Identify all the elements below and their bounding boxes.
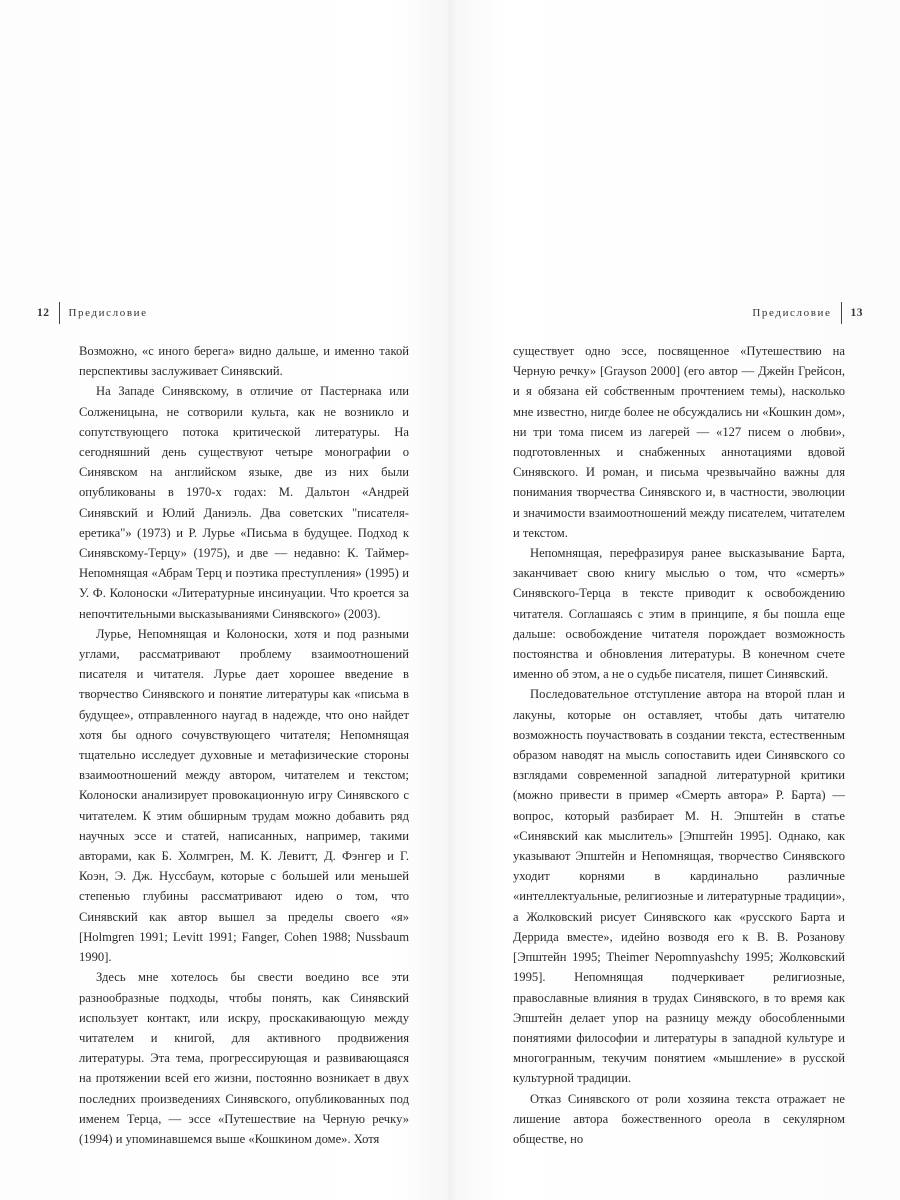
- right-running-head: [752, 304, 863, 322]
- left-body-text: [79, 341, 409, 1149]
- running-head-title: Предисловие: [68, 307, 148, 319]
- paragraph: Непомнящая, перефразируя ранее высказывание Барта, заканчивает свою книгу мыслью о том, что «смерть» Синявского-Терца в тексте приводит к освобождению читателя. Соглашаясь с этим в принципе, я бы пошла еще дальше: освобождение читателя порождает возможность постоянства и обновления литературы. В конечном счете именно об этом, а не о судьбе писателя, пишет Синявский.: [513, 546, 845, 682]
- running-head-title: Предисловие: [752, 307, 832, 319]
- paragraph: Здесь мне хотелось бы свести воедино все эти разнообразные подходы, чтобы понять, как Синявский использует контакт, или искру, проскакивающую между читателем и книгой, для активного продвижения литературы. Эта тема, прогрессирующая и развивающаяся на протяжении всей его жизни, постоянно возникает в двух последних произведениях Синявского, опубликованных под именем Терца, — эссе «Путешествие на Черную речку» (1994) и упоминавшемся выше «Кошкином доме». Хотя: [79, 970, 409, 1146]
- page-number: 13: [850, 307, 863, 319]
- paragraph: На Западе Синявскому, в отличие от Пастернака или Солженицына, не сотворили культа, как не возникло и сопутствующего потока критической литературы. На сегодняшний день существуют четыре монографии о Синявском на английском языке, две из них были опубликованы в 1970-х годах: М. Дальтон «Андрей Синявский и Юлий Даниэль. Два советских "писателя-еретика"» (1973) и Р. Лурье «Письма в будущее. Подход к Синявскому-Терцу» (1975), и две — недавно: К. Таймер-Непомнящая «Абрам Терц и поэтика преступления» (1995) и У. Ф. Колоноски «Литературные инсинуации. Что кроется за непочтительными высказываниями Синявского» (2003).: [79, 384, 409, 621]
- paragraph: Возможно, «с иного берега» видно дальше, и именно такой перспективы заслуживает Синявский.: [79, 344, 409, 379]
- page-number: 12: [37, 307, 50, 319]
- right-page: [450, 0, 900, 1200]
- running-head-divider: [841, 302, 842, 324]
- running-head-divider: [59, 302, 60, 324]
- paragraph: Последовательное отступление автора на второй план и лакуны, которые он оставляет, чтобы дать читателю возможность поучаствовать в создании текста, естественным образом наводят на мысль сопоставить идеи Синявского со взглядами современной западной литературной критики (можно привести в пример «Смерть автора» Р. Барта) — вопрос, который разбирает М. Н. Эпштейн в статье «Синявский как мыслитель» [Эпштейн 1995]. Однако, как указывают Эпштейн и Непомнящая, творчество Синявского уходит корнями в кардинально различные «интеллектуальные, религиозные и литературные традиции», а Жолковский рисует Синявского как «русского Барта и Деррида вместе», идейно возводя его к В. В. Розанову [Эпштейн 1995; Theimer Nepomnyashchy 1995; Жолковский 1995]. Непомнящая подчеркивает религиозные, православные влияния в трудах Синявского, в то время как Эпштейн делает упор на разницу между обособленными понятиями философии и литературы в западной культуре и многогранным, текучим понятием «мышление» в русской культурной традиции.: [513, 687, 845, 1086]
- right-body-text: [513, 341, 845, 1149]
- left-running-head: [37, 304, 148, 322]
- paragraph: Отказ Синявского от роли хозяина текста отражает не лишение автора божественного ореола в секулярном обществе, но: [513, 1091, 845, 1146]
- paragraph: Лурье, Непомнящая и Колоноски, хотя и под разными углами, рассматривают проблему взаимоотношений писателя и читателя. Лурье дает хорошее введение в творчество Синявского и понятие литературы как «письма в будущее», отправленного наугад в надежде, что оно найдет хотя бы одного сочувствующего читателя; Непомнящая тщательно исследует духовные и метафизические стороны взаимоотношений между автором, читателем и текстом; Колоноски анализирует провокационную игру Синявского с читателем. К этим обширным трудам можно добавить ряд научных эссе и статей, написанных, например, такими авторами, как Б. Холмгрен, М. К. Левитт, Д. Фэнгер и Г. Коэн, Э. Дж. Нуссбаум, которые с большей или меньшей степенью глубины рассматривают идею о том, что Синявский как автор вышел за пределы своего «я» [Holmgren 1991; Levitt 1991; Fanger, Cohen 1988; Nussbaum 1990].: [79, 626, 409, 965]
- paragraph: существует одно эссе, посвященное «Путешествию на Черную речку» [Grayson 2000] (его автор — Джейн Грейсон, и я обязана ей собственным прочтением темы), насколько мне известно, нигде более не обсуждались ни «Кошкин дом», ни три тома писем из лагерей — «127 писем о любви», подготовленных и снабженных аннотациями вдовой Синявского. И роман, и письма чрезвычайно важны для понимания творчества Синявского и, в частности, эволюции и значимости взаимоотношений между писателем, читателем и текстом.: [513, 344, 845, 540]
